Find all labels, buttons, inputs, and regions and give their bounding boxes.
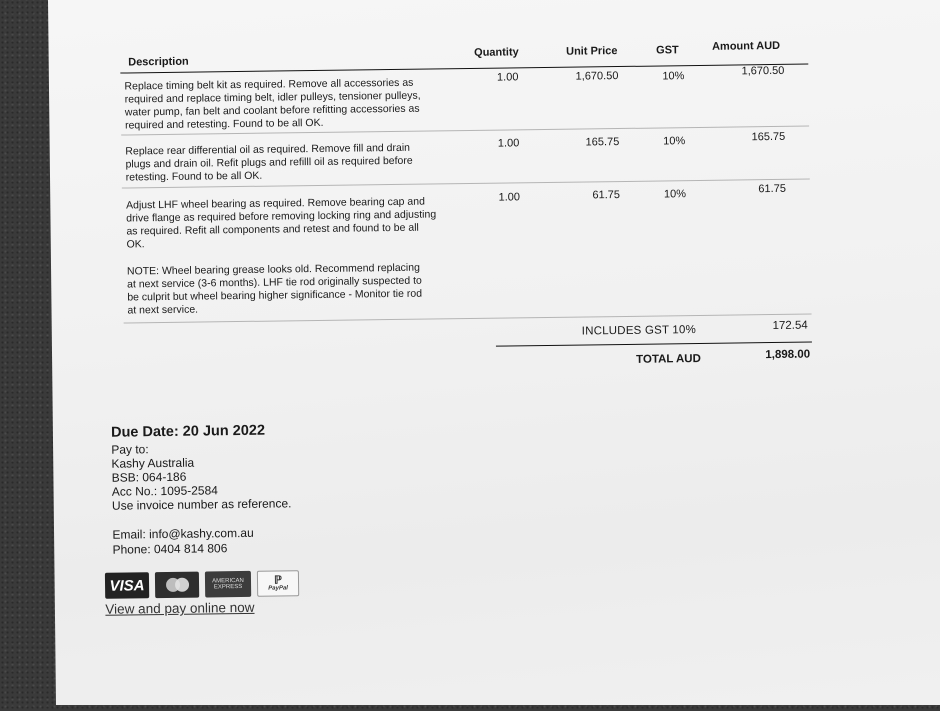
row3-amount: 61.75 (758, 182, 786, 196)
row1-amount: 1,670.50 (741, 64, 785, 78)
pay-to-label: Pay to: (111, 442, 149, 457)
bsb-number: BSB: 064-186 (111, 469, 187, 485)
paypal-logo-text: PayPal (268, 585, 288, 592)
contact-email: Email: info@kashy.com.au (112, 525, 254, 542)
totals-rule (496, 342, 812, 347)
header-rule (120, 64, 808, 74)
header-quantity: Quantity (474, 46, 519, 59)
row3-quantity: 1.00 (498, 191, 521, 204)
row2-amount: 165.75 (751, 130, 786, 144)
amex-logo (212, 578, 244, 590)
row1-description: Replace timing belt kit as required. Remove all accessories as required and replace timing belt, idler pulleys, tensioner pulleys, water pump, fan belt and coolant before refitting accessories as required and retesting. Found to be all OK. (124, 76, 421, 132)
visa-icon (105, 572, 149, 599)
paypal-icon (257, 570, 299, 597)
grand-total-label: TOTAL AUD (636, 352, 701, 366)
reference-note: Use invoice number as reference. (111, 496, 292, 513)
header-unit-price: Unit Price (566, 45, 618, 58)
row3-note: NOTE: Wheel bearing grease looks old. Recommend replacing at next service (3-6 months). LHF tie rod originally suspected to be culprit but wheel bearing higher significance - Monitor tie rod at next service. (126, 261, 423, 317)
pay-online-link[interactable]: View and pay online now (105, 599, 255, 617)
gst-total-label: INCLUDES GST 10% (581, 324, 697, 338)
grand-total-value: 1,898.00 (765, 348, 811, 362)
row3-gst: 10% (663, 188, 687, 201)
row1-unit-price: 1,670.50 (575, 70, 619, 83)
contact-phone: Phone: 0404 814 806 (112, 541, 228, 557)
payee-name: Kashy Australia (111, 455, 195, 471)
row2-gst: 10% (663, 135, 686, 148)
amex-line1: AMERICAN (212, 577, 244, 585)
mastercard-right-circle (174, 578, 188, 592)
header-amount: Amount AUD (711, 39, 781, 53)
mastercard-icon (155, 572, 199, 599)
row3-unit-price: 61.75 (592, 189, 621, 202)
amex-line2: EXPRESS (213, 584, 243, 591)
amex-icon (205, 571, 251, 598)
row2-description: Replace rear differential oil as required. Remove fill and drain plugs and drain oil. Refit plugs and refilll oil as required before retesting. Found to be all OK. (125, 141, 413, 184)
visa-logo-text: VISA (109, 576, 145, 595)
row1-gst: 10% (662, 70, 685, 83)
row2-quantity: 1.00 (497, 137, 520, 150)
header-gst: GST (656, 44, 679, 57)
row1-quantity: 1.00 (496, 71, 519, 84)
paypal-mark: ℙ (274, 574, 282, 587)
account-number: Acc No.: 1095-2584 (111, 483, 218, 499)
header-description: Description (128, 55, 189, 69)
row2-unit-price: 165.75 (585, 136, 620, 149)
gst-total-value: 172.54 (772, 319, 808, 333)
due-date: Due Date: 20 Jun 2022 (110, 422, 266, 441)
row3-description: Adjust LHF wheel bearing as required. Remove bearing cap and drive flange as required before removing locking ring and adjusting as required. Refit all components and retest and found to be all OK. (126, 195, 437, 251)
